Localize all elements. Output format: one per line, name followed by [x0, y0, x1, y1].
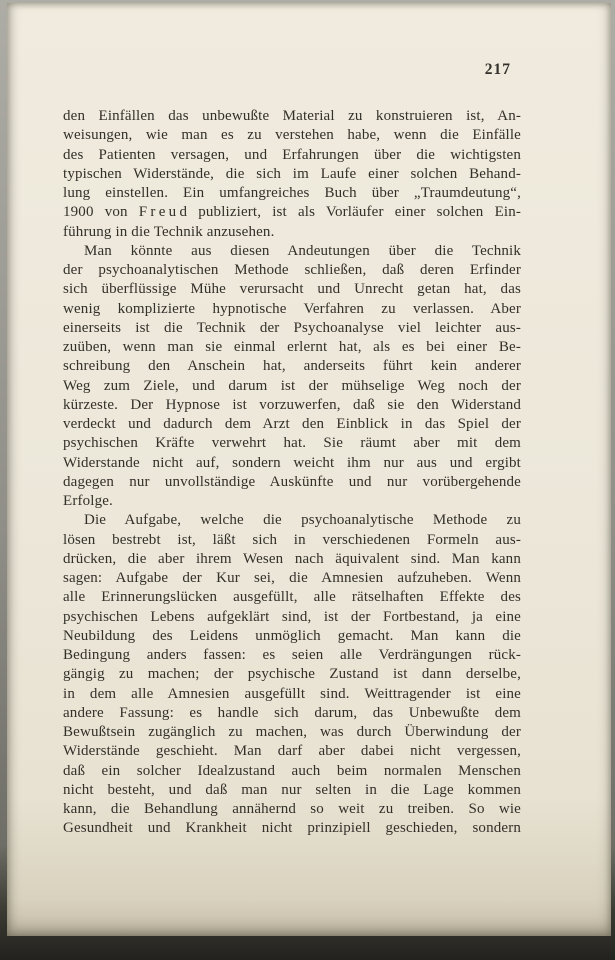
text-line: in dem alle Amnesien ausgefüllt sind. Weittragender ist eine [63, 685, 521, 702]
text-line: typischen Widerstände, die sich im Laufe einer solchen Behand- [63, 165, 521, 182]
text-line: der psychoanalytischen Methode schließen, daß deren Erfinder [63, 262, 521, 278]
text-line: alle Erinnerungslücken ausgefüllt, alle rätselhaften Effekte des [63, 589, 521, 606]
text-line: 1900 von F r e u d publiziert, ist als Vorläufer einer solchen Ein- [63, 204, 521, 221]
text-line: drücken, die aber ihrem Wesen nach äquivalent sind. Man kann [63, 550, 521, 567]
text-line: den Einfällen das unbewußte Material zu konstruieren ist, An- [63, 108, 521, 124]
text-line: Widerstände geschieht. Man darf aber dabei nicht vergessen, [63, 743, 521, 760]
text-line: sagen: Aufgabe der Kur sei, die Amnesien aufzuheben. Wenn [63, 570, 521, 586]
text-line: zuüben, wenn man sie einmal erlernt hat, als es bei einer Be- [63, 339, 521, 355]
text-line: Weg zum Ziele, und darum ist der mühselige Weg noch der [63, 377, 521, 394]
text-line: lösen bestrebt ist, läßt sich in verschiedenen Formeln aus- [63, 531, 521, 548]
text-line: führung in die Technik anzusehen. [63, 223, 275, 240]
text-line: Neubildung des Leidens unmöglich gemacht. Man kann die [63, 627, 521, 644]
text-line: wenig komplizierte hypnotische Verfahren zu verlassen. Aber [63, 300, 521, 317]
text-line: daß ein solcher Idealzustand auch beim normalen Menschen [63, 762, 521, 779]
text-line: dagegen nur unvollständige Auskünfte und nur vorübergehende [63, 473, 521, 490]
page-number: 217 [484, 61, 511, 78]
text-line: andere Fassung: es handle sich darum, das Unbewußte dem [63, 704, 521, 721]
text-line: Bedingung anders fassen: es seien alle Verdrängungen rück- [63, 647, 521, 663]
text-line: weisungen, wie man es zu verstehen habe, wenn die Einfälle [63, 127, 521, 144]
text-line: gängig zu machen; der psychische Zustand ist dann derselbe, [63, 666, 521, 683]
text-line: Widerstande nicht auf, sondern weicht ihm nur aus und ergibt [63, 454, 521, 471]
book-page [7, 3, 611, 936]
text-line: einerseits ist die Technik der Psychoanalyse viel leichter aus- [63, 319, 521, 336]
text-line: psychischen Lebens aufgeklärt sind, ist der Fortbestand, ja eine [63, 608, 521, 625]
text-line: Bewußtsein zugänglich zu machen, was durch Überwindung der [63, 724, 521, 740]
text-line: kann, die Behandlung annähernd so weit zu treiben. So wie [63, 801, 521, 817]
text-line: des Patienten versagen, und Erfahrungen über die wichtigsten [63, 146, 521, 163]
text-line: sich überflüssige Mühe verursacht und Unrecht getan hat, das [63, 281, 521, 298]
text-line: kürzeste. Der Hypnose ist vorzuwerfen, daß sie den Widerstand [63, 396, 521, 413]
text-line: Erfolge. [63, 493, 113, 509]
text-line: verdeckt und dadurch dem Arzt den Einblick in das Spiel der [63, 416, 521, 432]
text-line: nicht besteht, und daß man nur selten in die Lage kommen [63, 781, 521, 798]
text-line: lung einstellen. Ein umfangreiches Buch über „Traumdeutung“, [63, 185, 521, 201]
text-line: Man könnte aus diesen Andeutungen über die Technik [84, 242, 521, 259]
text-block [63, 107, 521, 839]
text-line: Die Aufgabe, welche die psychoanalytische Methode zu [84, 512, 521, 529]
text-line: psychischen Kräfte verwehrt hat. Sie räumt aber mit dem [63, 435, 521, 452]
text-line: Gesundheit und Krankheit nicht prinzipiell geschieden, sondern [63, 820, 521, 837]
text-line: schreibung den Anschein hat, anderseits führt kein anderer [63, 358, 521, 375]
